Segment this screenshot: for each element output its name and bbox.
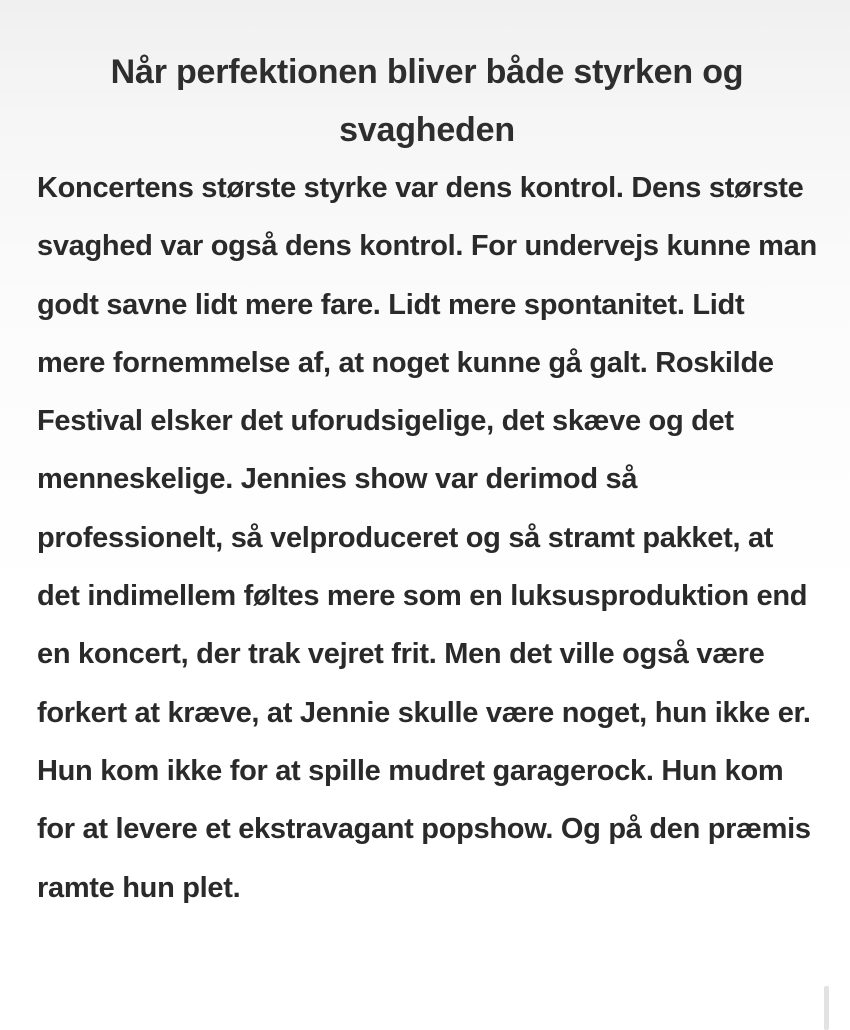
article bbox=[37, 43, 817, 917]
article-paragraph: Koncertens største styrke var dens kontrol. Dens største svaghed var også dens kontrol. For undervejs kunne man godt savne lidt mere fare. Lidt mere spontanitet. Lidt mere fornemmelse af, at noget kunne gå galt. Roskilde Festival elsker det uforudsigelige, det skæve og det menneskelige. Jennies show var derimod så professionelt, så velproduceret og så stramt pakket, at det indimellem føltes mere som en luksusproduktion end en koncert, der trak vejret frit. Men det ville også være forkert at kræve, at Jennie skulle være noget, hun ikke er. Hun kom ikke for at spille mudret garagerock. Hun kom for at levere et ekstravagant popshow. Og på den præmis ramte hun plet. bbox=[37, 172, 817, 904]
section-heading: Når perfektionen bliver både styrken og svagheden bbox=[110, 53, 744, 149]
scrollbar-thumb[interactable] bbox=[824, 986, 829, 1030]
